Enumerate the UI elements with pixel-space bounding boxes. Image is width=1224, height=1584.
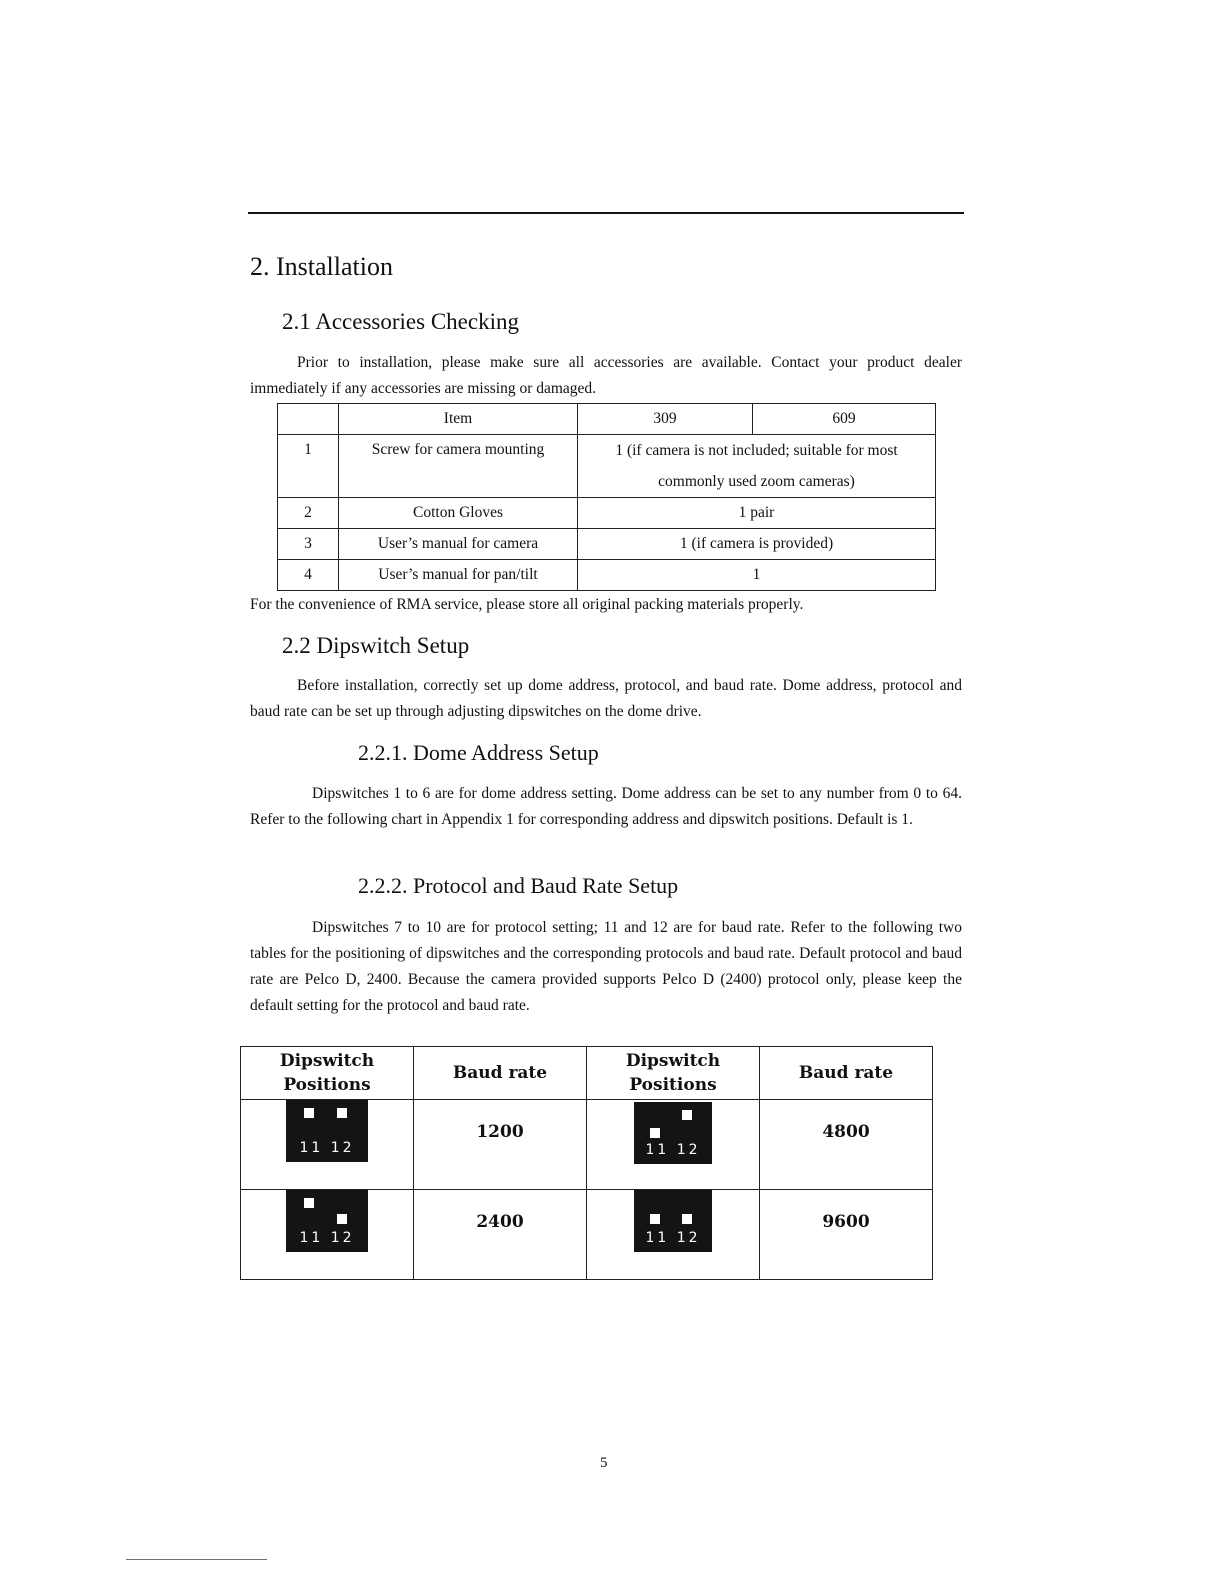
- row-number: 4: [278, 560, 339, 591]
- header-rule: [248, 212, 964, 214]
- table-row: [241, 1190, 933, 1280]
- accessories-intro: Prior to installation, please make sure all accessories are available. Contact your product dealer immediately if any accessories are missing or damaged.: [250, 354, 962, 397]
- table-row: [278, 560, 936, 591]
- header-label: Positions: [629, 1075, 717, 1095]
- switch-up-marker: [682, 1110, 692, 1120]
- row-item: Cotton Gloves: [339, 498, 578, 529]
- heading-accessories-checking: 2.1 Accessories Checking: [282, 309, 519, 334]
- dipswitch-cell: [241, 1100, 414, 1190]
- switch-up-marker: [337, 1108, 347, 1118]
- dipswitch-graphic: [286, 1100, 368, 1162]
- row-value-line: 1 (if camera is not included; suitable for most: [615, 442, 898, 459]
- row-value: 1 (if camera is provided): [578, 529, 936, 560]
- switch-down-marker: [682, 1214, 692, 1224]
- header-cell-309: 309: [578, 404, 753, 435]
- accessories-table: [277, 403, 936, 591]
- dipswitch-cell: [587, 1100, 760, 1190]
- section-title: 2. Installation: [250, 252, 393, 281]
- page-number: 5: [600, 1455, 608, 1471]
- rma-note: For the convenience of RMA service, please store all original packing materials properly.: [250, 596, 804, 613]
- header-dipswitch-positions: [241, 1047, 414, 1100]
- header-cell-item: Item: [339, 404, 578, 435]
- heading-dipswitch-setup: 2.2 Dipswitch Setup: [282, 633, 470, 658]
- baud-rate-value: 4800: [760, 1100, 933, 1190]
- row-number: 1: [278, 435, 339, 498]
- row-value-line: commonly used zoom cameras): [658, 473, 855, 490]
- heading-dome-address-setup: 2.2.1. Dome Address Setup: [358, 740, 599, 765]
- switch-label: 11 12: [645, 1142, 701, 1158]
- switch-up-marker: [304, 1198, 314, 1208]
- heading-protocol-baud-setup: 2.2.2. Protocol and Baud Rate Setup: [358, 873, 679, 898]
- table-row: [241, 1100, 933, 1190]
- header-label: Dipswitch: [279, 1051, 375, 1071]
- footer-divider: [126, 1559, 267, 1560]
- header-label: Dipswitch: [625, 1051, 721, 1071]
- baud-rate-value: 9600: [760, 1190, 933, 1280]
- row-number: 2: [278, 498, 339, 529]
- switch-label: 11 12: [299, 1230, 355, 1246]
- header-dipswitch-positions: [587, 1047, 760, 1100]
- baud-rate-value: 1200: [414, 1100, 587, 1190]
- header-cell-no: [278, 404, 339, 435]
- row-item: User’s manual for camera: [339, 529, 578, 560]
- dipswitch-graphic: [286, 1190, 368, 1252]
- row-value: [578, 435, 936, 498]
- dipswitch-cell: [587, 1190, 760, 1280]
- row-number: 3: [278, 529, 339, 560]
- switch-down-marker: [650, 1128, 660, 1138]
- protocol-baud-text: Dipswitches 7 to 10 are for protocol setting; 11 and 12 are for baud rate. Refer to the following two tables for the positioning of dipswitches and the corresponding protocols and baud rate. Default protocol and baud rate are Pelco D, 2400. Because the camera provided supports Pelco D (2400) protocol only, please keep the default setting for the protocol and baud rate.: [250, 919, 962, 1014]
- header-cell-609: 609: [753, 404, 936, 435]
- dipswitch-cell: [241, 1190, 414, 1280]
- dome-address-text: Dipswitches 1 to 6 are for dome address setting. Dome address can be set to any number from 0 to 64. Refer to the following chart in Appendix 1 for corresponding address and dipswitch positions. Default is 1.: [250, 785, 962, 828]
- header-baud-rate: Baud rate: [414, 1047, 587, 1100]
- switch-label: 11 12: [299, 1140, 355, 1156]
- dipswitch-intro: Before installation, correctly set up dome address, protocol, and baud rate. Dome address, protocol and baud rate can be set up through adjusting dipswitches on the dome drive.: [250, 677, 962, 720]
- switch-down-marker: [650, 1214, 660, 1224]
- header-baud-rate: Baud rate: [760, 1047, 933, 1100]
- header-label: Positions: [283, 1075, 371, 1095]
- table-row: [278, 529, 936, 560]
- baud-rate-table: [240, 1046, 933, 1280]
- dipswitch-graphic: [634, 1190, 712, 1252]
- row-item: Screw for camera mounting: [339, 435, 578, 498]
- baud-rate-value: 2400: [414, 1190, 587, 1280]
- table-row: [278, 498, 936, 529]
- row-value: 1: [578, 560, 936, 591]
- dipswitch-graphic: [634, 1102, 712, 1164]
- row-value: 1 pair: [578, 498, 936, 529]
- switch-down-marker: [337, 1214, 347, 1224]
- switch-up-marker: [304, 1108, 314, 1118]
- table-row: [278, 435, 936, 498]
- table-header-row: [241, 1047, 933, 1100]
- row-item: User’s manual for pan/tilt: [339, 560, 578, 591]
- switch-label: 11 12: [645, 1230, 701, 1246]
- table-header-row: [278, 404, 936, 435]
